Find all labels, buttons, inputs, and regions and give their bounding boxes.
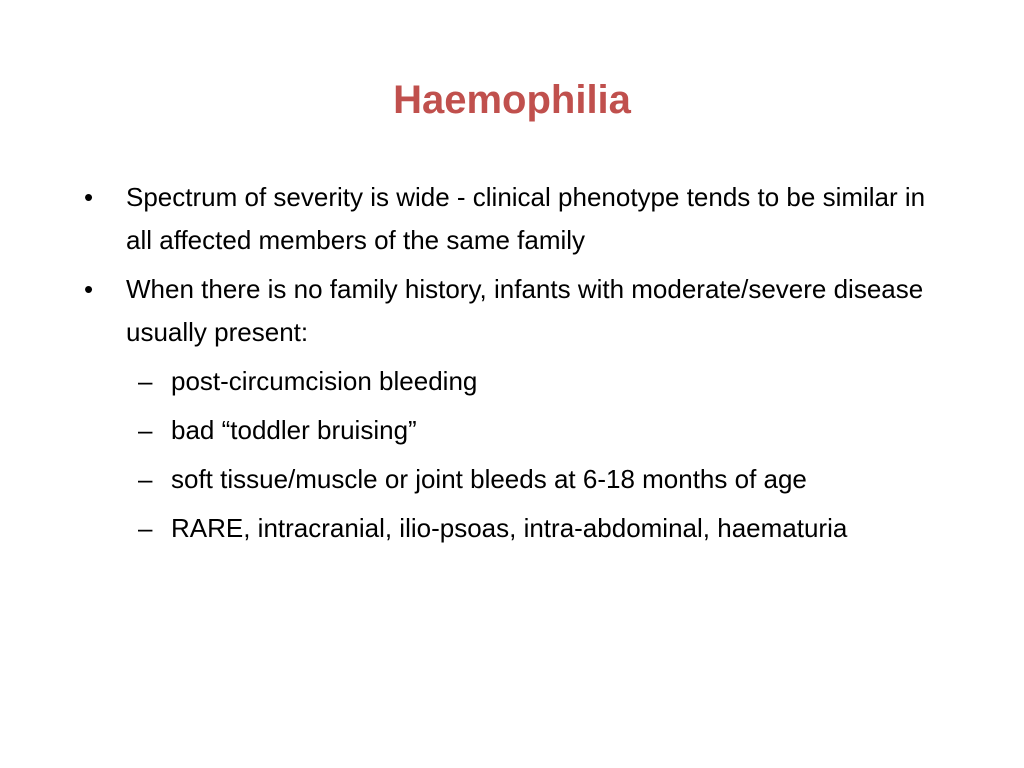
- bullet-marker: •: [84, 274, 94, 304]
- sub-bullet-text: bad “toddler bruising”: [171, 415, 417, 445]
- slide-body: [84, 176, 944, 556]
- sub-bullet-item: [84, 458, 944, 501]
- dash-marker: –: [138, 415, 153, 445]
- sub-bullet-item: [84, 360, 944, 403]
- sub-bullet-item: [84, 507, 944, 550]
- bullet-item: [84, 268, 944, 354]
- bullet-text: Spectrum of severity is wide - clinical phenotype tends to be similar in all affected members of the same family: [126, 182, 926, 255]
- dash-marker: –: [138, 464, 153, 494]
- bullet-text: When there is no family history, infants with moderate/severe disease usually present:: [126, 274, 924, 347]
- sub-bullet-text: RARE, intracranial, ilio-psoas, intra-abdominal, haematuria: [171, 513, 848, 543]
- sub-bullet-text: soft tissue/muscle or joint bleeds at 6-18 months of age: [171, 464, 807, 494]
- bullet-item: [84, 176, 944, 262]
- bullet-marker: •: [84, 182, 94, 212]
- slide-title: Haemophilia: [393, 78, 631, 122]
- dash-marker: –: [138, 366, 153, 396]
- sub-bullet-item: [84, 409, 944, 452]
- sub-bullet-text: post-circumcision bleeding: [171, 366, 478, 396]
- dash-marker: –: [138, 513, 153, 543]
